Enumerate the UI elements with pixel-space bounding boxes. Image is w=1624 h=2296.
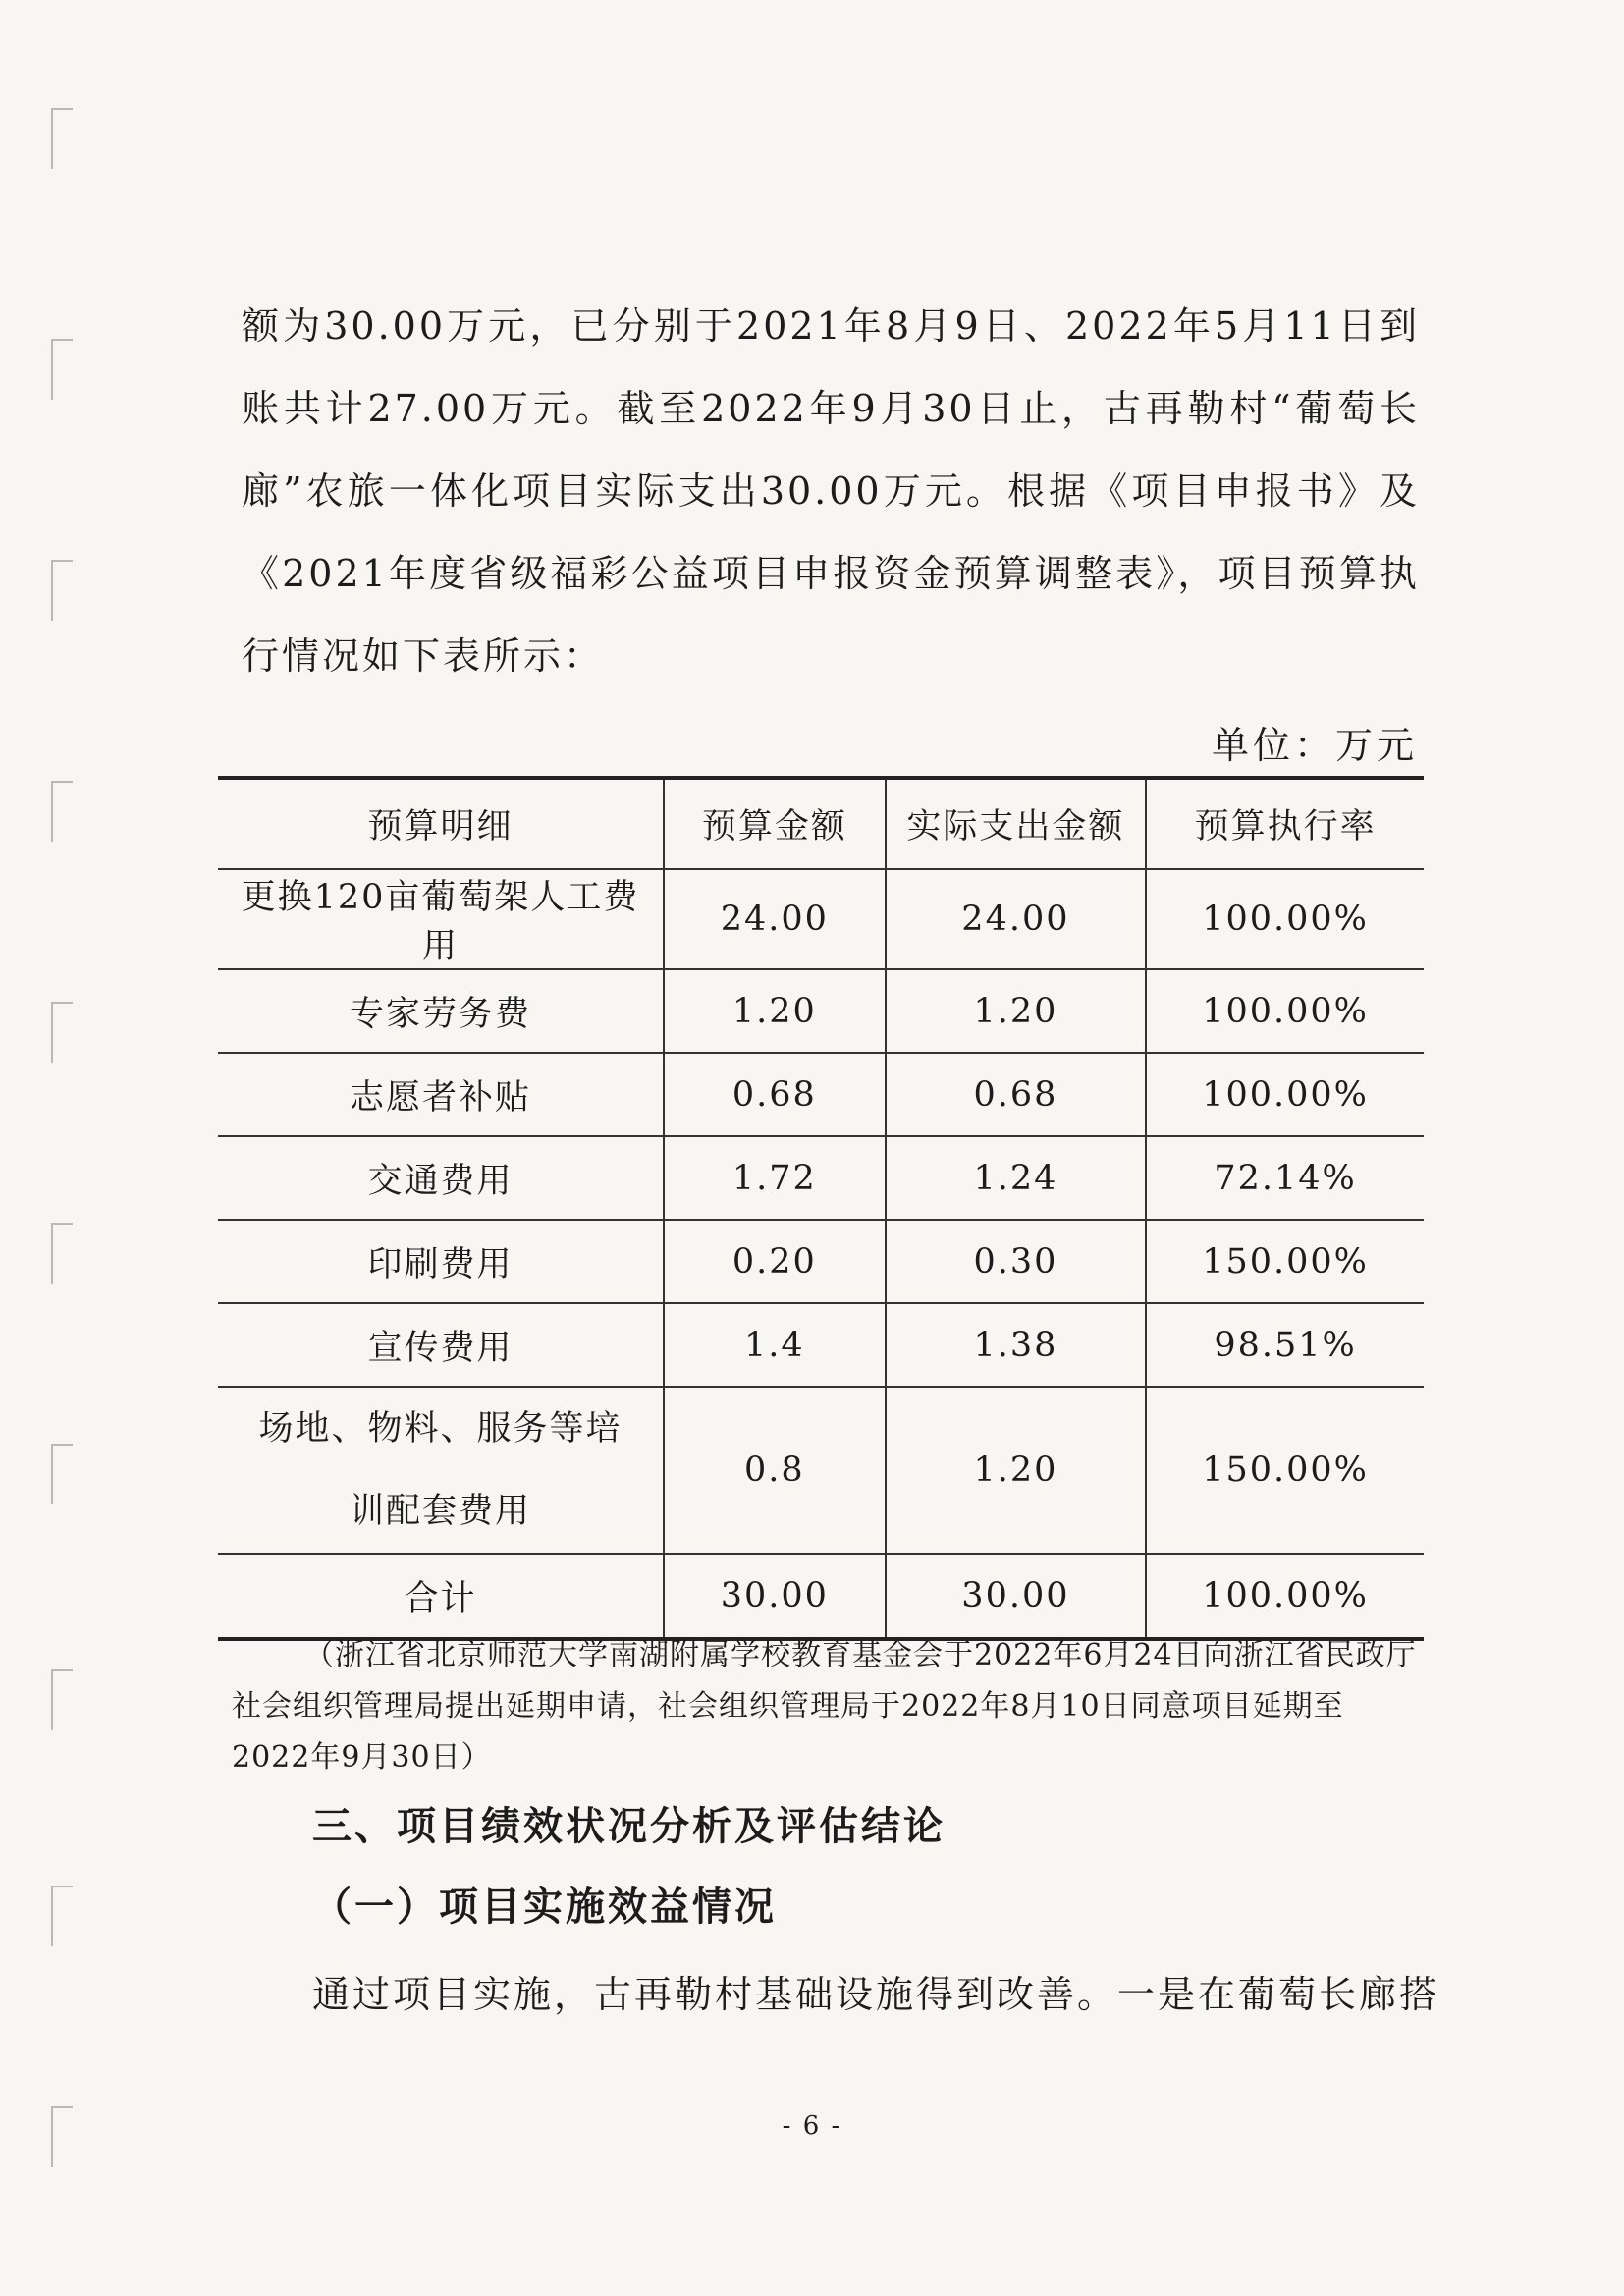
binding-mark — [51, 1223, 73, 1284]
body-paragraph-closing: 通过项目实施，古再勒村基础设施得到改善。一是在葡萄长廊搭 — [312, 1973, 1440, 2016]
execution-rate: 150.00% — [1146, 1220, 1424, 1303]
header-budget-amount: 预算金额 — [664, 778, 886, 869]
table-row — [218, 869, 1424, 969]
budget-item: 合计 — [218, 1554, 664, 1639]
header-execution-rate: 预算执行率 — [1146, 778, 1424, 869]
budget-item: 宣传费用 — [218, 1303, 664, 1387]
binding-mark — [51, 1669, 73, 1730]
budget-item: 志愿者补贴 — [218, 1053, 664, 1136]
actual-amount: 24.00 — [886, 869, 1146, 969]
actual-amount: 30.00 — [886, 1554, 1146, 1639]
binding-mark — [51, 1002, 73, 1063]
execution-rate: 100.00% — [1146, 969, 1424, 1053]
header-actual-amount: 实际支出金额 — [886, 778, 1146, 869]
binding-mark — [51, 339, 73, 400]
budget-amount: 0.68 — [664, 1053, 886, 1136]
budget-item: 专家劳务费 — [218, 969, 664, 1053]
table-row — [218, 1220, 1424, 1303]
execution-rate: 72.14% — [1146, 1136, 1424, 1220]
budget-table — [218, 776, 1424, 1641]
budget-amount: 1.4 — [664, 1303, 886, 1387]
actual-amount: 1.24 — [886, 1136, 1146, 1220]
budget-item: 印刷费用 — [218, 1220, 664, 1303]
actual-amount: 1.20 — [886, 969, 1146, 1053]
budget-amount: 0.8 — [664, 1387, 886, 1554]
binding-mark — [51, 1444, 73, 1504]
page-number: - 6 - — [782, 2111, 842, 2141]
binding-mark — [51, 108, 73, 169]
actual-amount: 0.68 — [886, 1053, 1146, 1136]
budget-item: 更换120亩葡萄架人工费用 — [218, 869, 664, 969]
binding-mark — [51, 781, 73, 842]
actual-amount: 0.30 — [886, 1220, 1146, 1303]
execution-rate: 100.00% — [1146, 1554, 1424, 1639]
binding-mark — [51, 1886, 73, 1946]
table-row — [218, 1053, 1424, 1136]
budget-amount: 24.00 — [664, 869, 886, 969]
budget-item: 场地、物料、服务等培训配套费用 — [218, 1387, 664, 1554]
budget-item: 交通费用 — [218, 1136, 664, 1220]
budget-amount: 1.20 — [664, 969, 886, 1053]
budget-amount: 30.00 — [664, 1554, 886, 1639]
table-row — [218, 1136, 1424, 1220]
execution-rate: 100.00% — [1146, 869, 1424, 969]
table-row — [218, 1387, 1424, 1554]
subsection-heading: （一）项目实施效益情况 — [312, 1885, 777, 1930]
budget-amount: 0.20 — [664, 1220, 886, 1303]
execution-rate: 100.00% — [1146, 1053, 1424, 1136]
actual-amount: 1.38 — [886, 1303, 1146, 1387]
table-row — [218, 1303, 1424, 1387]
execution-rate: 98.51% — [1146, 1303, 1424, 1387]
budget-amount: 1.72 — [664, 1136, 886, 1220]
binding-mark — [51, 560, 73, 621]
table-row — [218, 969, 1424, 1053]
actual-amount: 1.20 — [886, 1387, 1146, 1554]
section-heading: 三、项目绩效状况分析及评估结论 — [312, 1804, 946, 1849]
execution-rate: 150.00% — [1146, 1387, 1424, 1554]
table-note: （浙江省北京师范大学南湖附属学校教育基金会于2022年6月24日向浙江省民政厅社会组织管理局提出延期申请，社会组织管理局于2022年8月10日同意项目延期至2022年9月30日） — [232, 1638, 1417, 1775]
body-paragraph: 额为30.00万元，已分别于2021年8月9日、2022年5月11日到账共计27.00万元。截至2022年9月30日止，古再勒村“葡萄长廊”农旅一体化项目实际支出30.00万元。根据《项目申报书》及《2021年度省级福彩公益项目申报资金预算调整表》，项目预算执行情况如下表所示： — [242, 304, 1420, 678]
table-total-row — [218, 1554, 1424, 1639]
table-header-row — [218, 778, 1424, 869]
unit-label: 单位：万元 — [1211, 724, 1418, 767]
header-budget-item: 预算明细 — [218, 778, 664, 869]
